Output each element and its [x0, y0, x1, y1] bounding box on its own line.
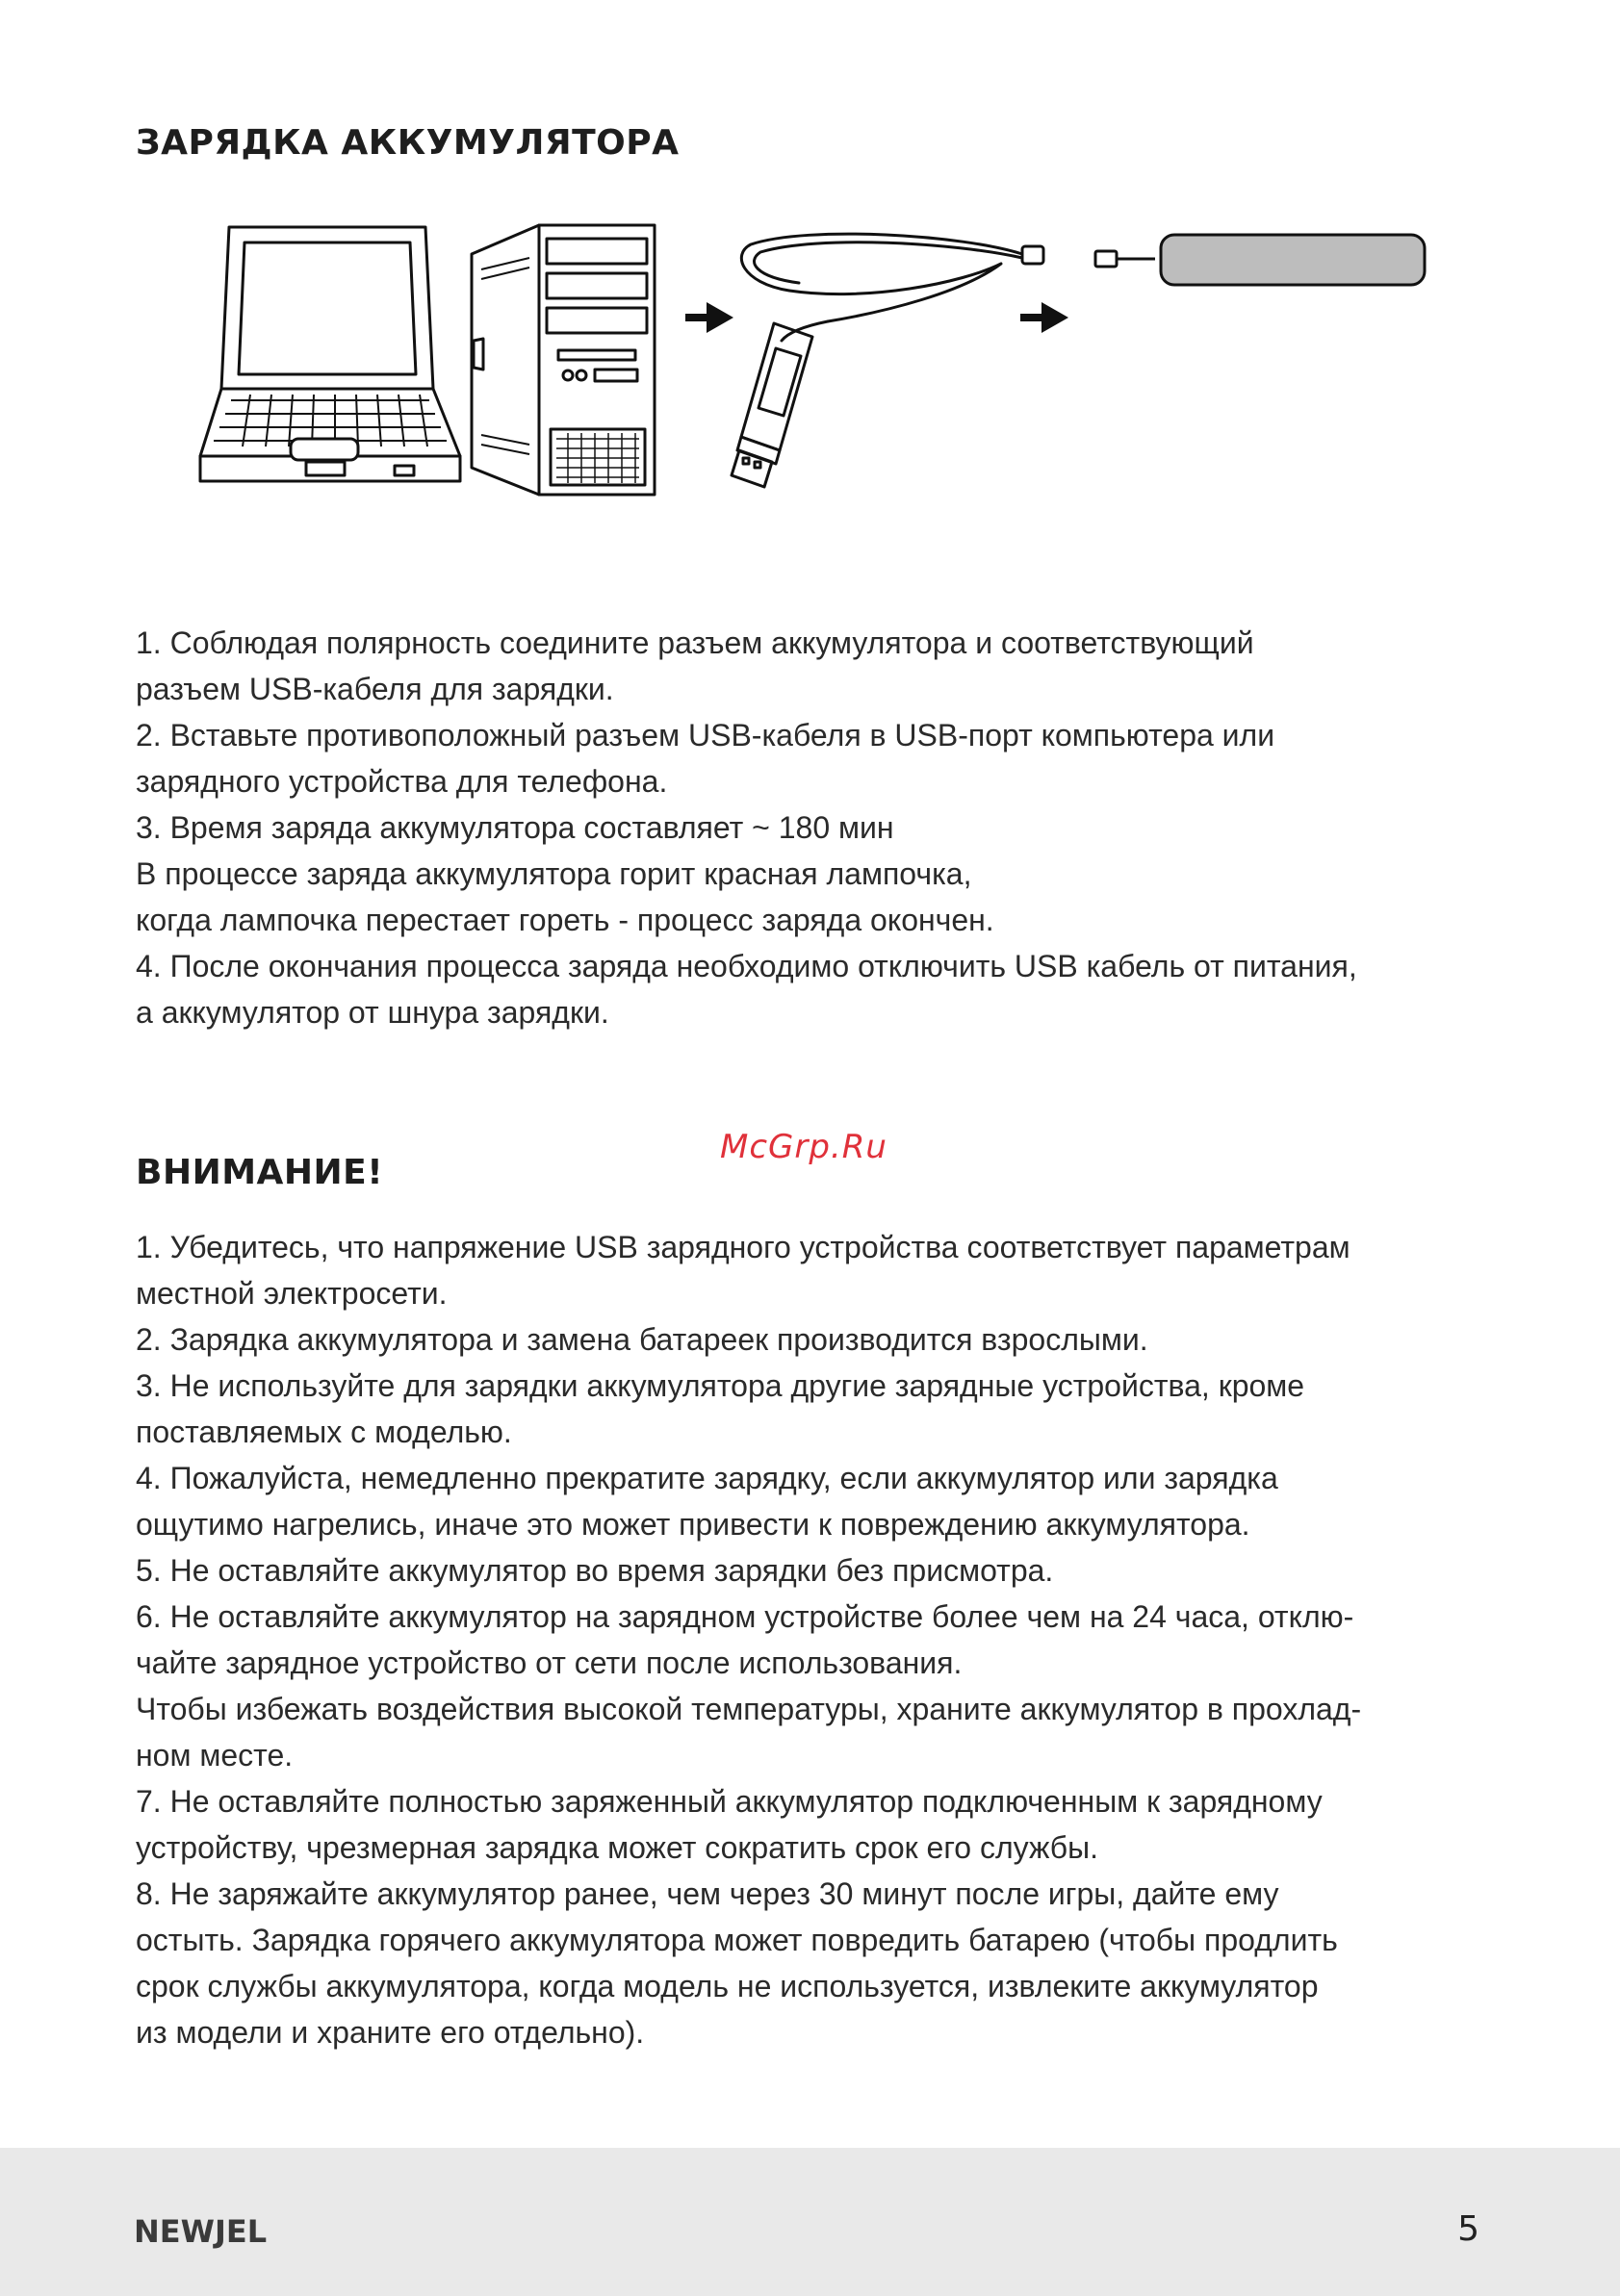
text-line: 2. Зарядка аккумулятора и замена батареек производится взрослыми. — [136, 1322, 1148, 1357]
text-line: ощутимо нагрелись, иначе это может привести к повреждению аккумулятора. — [136, 1507, 1250, 1542]
text-line: 4. После окончания процесса заряда необходимо отключить USB кабель от питания, — [136, 949, 1357, 983]
text-line: 3. Не используйте для зарядки аккумулятора другие зарядные устройства, кроме — [136, 1368, 1305, 1403]
text-line: чайте зарядное устройство от сети после использования. — [136, 1645, 963, 1680]
text-line: Чтобы избежать воздействия высокой температуры, храните аккумулятор в прохлад- — [136, 1692, 1362, 1726]
usb-cable-icon — [732, 234, 1043, 487]
charging-illustration — [193, 216, 1444, 504]
pc-tower-icon — [472, 225, 655, 495]
brand-name: NEWJEL — [134, 2213, 268, 2250]
text-line: 4. Пожалуйста, немедленно прекратите зарядку, если аккумулятор или зарядка — [136, 1461, 1278, 1495]
text-line: 3. Время заряда аккумулятора составляет ~ 180 мин — [136, 810, 894, 845]
text-line: ном месте. — [136, 1738, 294, 1773]
text-line: 8. Не заряжайте аккумулятор ранее, чем через 30 минут после игры, дайте ему — [136, 1876, 1279, 1911]
text-line: поставляемых с моделью. — [136, 1415, 512, 1449]
warning-instructions — [136, 1224, 1503, 2055]
laptop-icon — [200, 227, 460, 481]
text-line: зарядного устройства для телефона. — [136, 764, 668, 799]
text-line: В процессе заряда аккумулятора горит красная лампочка, — [136, 856, 972, 891]
text-line: 7. Не оставляйте полностью заряженный аккумулятор подключенным к зарядному — [136, 1784, 1323, 1819]
text-line: 6. Не оставляйте аккумулятор на зарядном устройстве более чем на 24 часа, отклю- — [136, 1599, 1354, 1634]
text-line: устройству, чрезмерная зарядка может сократить срок его службы. — [136, 1830, 1098, 1865]
text-line: разъем USB-кабеля для зарядки. — [136, 672, 614, 706]
text-line: остыть. Зарядка горячего аккумулятора может повредить батарею (чтобы продлить — [136, 1923, 1338, 1957]
section-title-charging: ЗАРЯДКА АККУМУЛЯТОРА — [136, 123, 680, 163]
text-line: а аккумулятор от шнура зарядки. — [136, 995, 609, 1030]
text-line: местной электросети. — [136, 1276, 448, 1311]
battery-icon — [1095, 235, 1425, 285]
text-line: срок службы аккумулятора, когда модель не используется, извлеките аккумулятор — [136, 1969, 1319, 2003]
text-line: 5. Не оставляйте аккумулятор во время зарядки без присмотра. — [136, 1553, 1054, 1588]
charging-instructions — [136, 620, 1503, 1035]
text-line: 1. Убедитесь, что напряжение USB зарядного устройства соответствует параметрам — [136, 1230, 1350, 1264]
text-line: 1. Соблюдая полярность соедините разъем аккумулятора и соответствующий — [136, 625, 1254, 660]
arrow-right-icon — [685, 302, 733, 333]
page-footer — [0, 2148, 1620, 2296]
text-line: когда лампочка перестает гореть - процесс заряда окончен. — [136, 903, 994, 937]
page-number: 5 — [1457, 2209, 1479, 2249]
watermark: McGrp.Ru — [720, 1128, 887, 1166]
section-title-warning: ВНИМАНИЕ! — [136, 1153, 384, 1192]
text-line: 2. Вставьте противоположный разъем USB-кабеля в USB-порт компьютера или — [136, 718, 1275, 753]
text-line: из модели и храните его отдельно). — [136, 2015, 645, 2050]
arrow-right-icon — [1020, 302, 1068, 333]
